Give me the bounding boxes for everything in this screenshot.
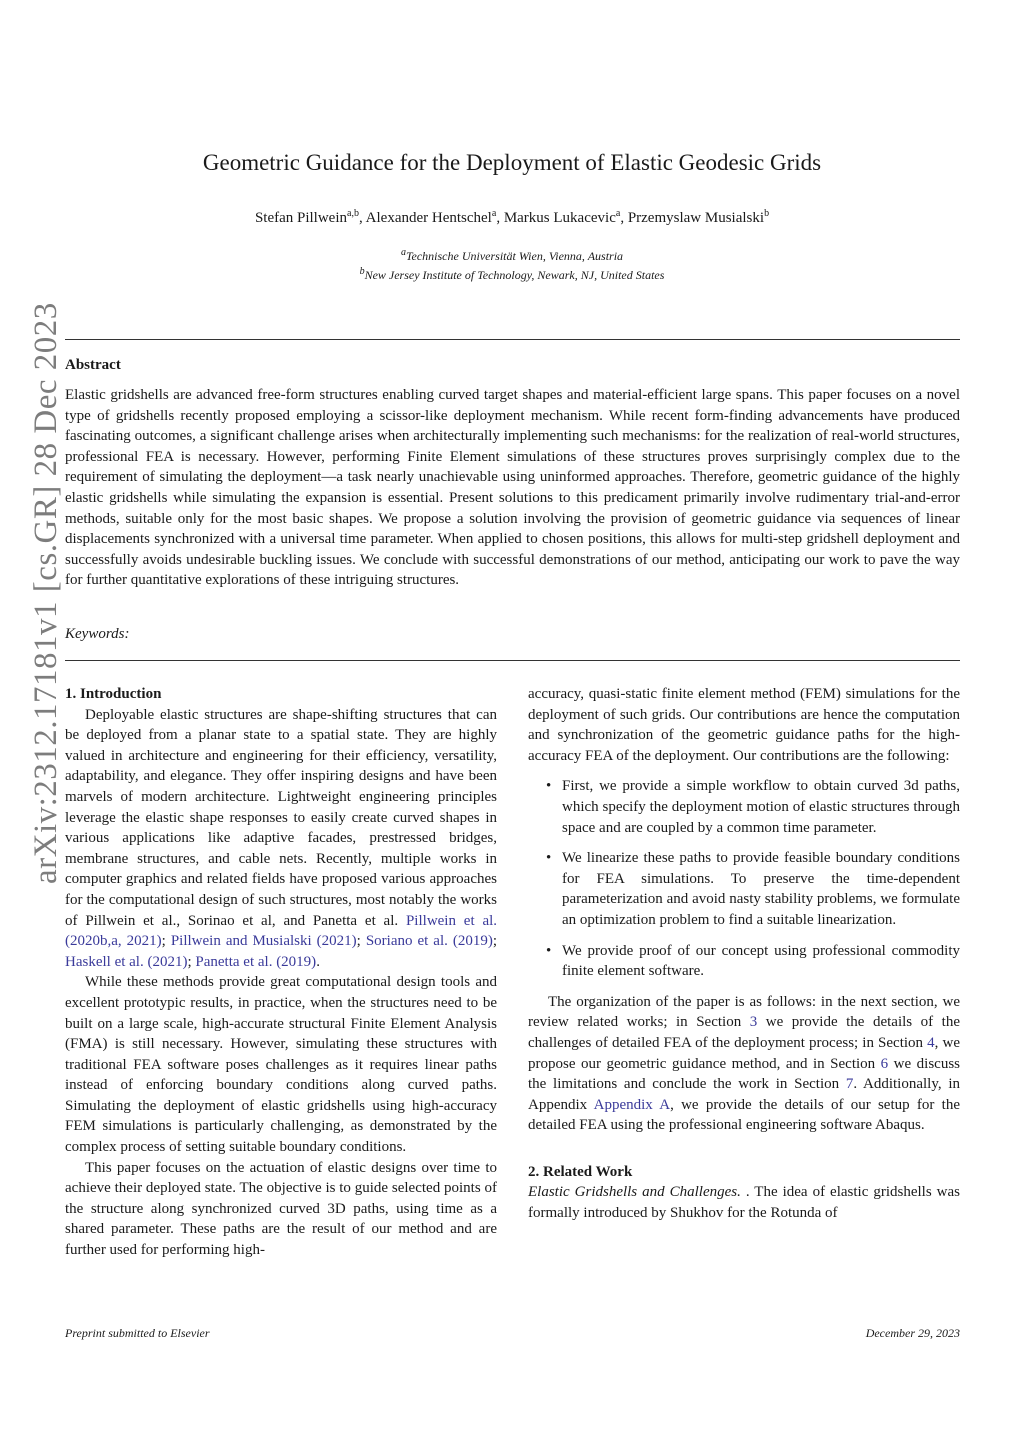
left-column [65,684,497,1261]
paragraph-text: we provide the details of the challenges of detailed FEA of the deployment process; in Section [528,1014,960,1051]
related-work-paragraph [528,1182,960,1223]
list-item-text: We provide proof of our concept using professional commodity finite element software. [562,942,960,980]
paragraph-text: we discuss the limitations and conclude the work in Section [528,1055,960,1093]
author-affiliation-mark: a,b [347,208,359,219]
footer-date: December 29, 2023 [865,1326,960,1340]
affiliation-mark: b [359,266,365,277]
section-link[interactable]: 7 [845,1076,854,1093]
abstract-text: Elastic gridshells are advanced free-form structures enabling curved target shapes and material-efficient large spans. This paper focuses on a novel type of gridshells recently proposed employing a scissor-like deployment mechanism. While recent form-finding advancements have produced fascinating outcomes, a significant challenge arises when architecturally implementing such mechanisms: for the realization of real-world structures, professional FEA is necessary. However, performing Finite Element simulations of these structures proves surprisingly complex due to the requirement of simulating the deployment—a task nearly unachievable using uninformed approaches. Therefore, geometric guidance of the highly elastic gridshells while simulating the expansion is essential. Present solutions to this predicament primarily involve rudimentary trial-and-error methods, suitable only for the most basic shapes. We propose a solution involving the provision of geometric guidance via sequences of linear displacements synchronized with a universal time parameter. When applied to chosen positions, this allows for multi-step gridshell deployment and successfully avoids undesirable buckling issues. We conclude with successful demonstrations of our method, anticipating our work to pave the way for further quantitative explorations of these intriguing structures. [65,387,960,589]
list-item [528,941,960,982]
paragraph-text: , we propose our geometric guidance method, and in Section [528,1034,960,1072]
citation-link[interactable]: Pillwein et al. (2020b,a, 2021) [65,912,498,950]
abstract-divider [65,660,960,661]
intro-paragraph-1: Deployable elastic structures are shape-shifting structures that can be deployed from a planar state to a spatial state. They are highly valued in architecture and engineering for their efficiency, versatility, adaptability, and elegance. They offer inspiring designs and have been marvels of modern architecture. Lightweight engineering principles leverage the elastic shape responses to easily create curved shapes in various applications like adaptive facades, prestressed bridges, membrane structures, and cable nets. Recently, multiple works in computer graphics and related fields have proposed various approaches for the computational design of such structures, most notably the works of Pillwein et al., Sorinao et al, and Panetta et al. Pillwein et al. (2020b,a, 2021); Pillwein and Musialski (2021); Soriano et al. (2019); Haskell et al. (2021); Panetta et al. (2019). [65,706,498,970]
citation-link[interactable]: Haskell et al. (2021) [65,953,188,970]
paragraph-text: The organization of the paper is as follows: in the next section, we review related works; in Section [528,993,960,1031]
section-heading-related-work: 2. Related Work [528,1163,633,1180]
list-item-text: First, we provide a simple workflow to obtain curved 3d paths, which specify the deployment motion of elastic structures through space and are coupled by a common time parameter. [562,778,960,836]
footer-preprint-note: Preprint submitted to Elsevier [65,1326,210,1340]
author-name: Alexander Hentschel [365,210,492,226]
arxiv-identifier: arXiv:2312.17181v1 [cs.GR] 28 Dec 2023 [28,302,64,884]
section-heading-introduction: 1. Introduction [65,686,162,702]
author-affiliation-mark: b [764,208,770,219]
paragraph-text: , we provide the details of our setup for the detailed FEA using the professional engineering software Abaqus. [528,1096,960,1134]
intro-paragraph-2: While these methods provide great computational design tools and excellent prototypic results, in practice, when the structures need to be built on a large scale, high-accurate structural Finite Element Analysis (FMA) is still necessary. However, simulating these structures with traditional FEA software poses challenges as it requires linear paths instead of enforcing boundary conditions along curved paths. Simulating the deployment of elastic gridshells using high-accuracy FEM simulations is particularly challenging, as demonstrated by the complex process of setting suitable boundary conditions. [65,974,497,1156]
citation-link[interactable]: Soriano et al. (2019) [365,933,493,950]
organization-paragraph [528,992,960,1136]
affiliation-mark: a [400,247,406,258]
author-list: Stefan Pillwein$^{a,b}$, Alexander Hentschel$^a$, Markus Lukacevic$^a$, Przemyslaw Musialski$^b$ [254,208,770,226]
intro-paragraph-3: This paper focuses on the actuation of elastic designs over time to achieve their deployed state. The objective is to guide selected points of the structure along synchronized curved 3D paths, using time as a shared parameter. These paths are the result of our method and are further used for performing high- [65,1159,497,1259]
intro-paragraph-3-continued: accuracy, quasi-static finite element method (FEM) simulations for the deployment of such grids. Our contributions are hence the computation and synchronization of the geometric guidance paths for the high-accuracy FEA of the deployment. Our contributions are the following: [528,686,960,764]
paper-title: Geometric Guidance for the Deployment of Elastic Geodesic Grids [202,150,822,175]
section-link[interactable]: 6 [880,1055,889,1072]
abstract-heading: Abstract [65,357,121,373]
bullet-icon: • [546,778,552,795]
list-item [528,776,960,838]
affiliations [0,245,1024,283]
paragraph-text: . The idea of elastic gridshells was formally introduced by Shukhov for the Rotunda of [528,1184,960,1222]
author-name: Przemyslaw Musialski [627,210,765,226]
subsection-title: Elastic Gridshells and Challenges. [528,1184,741,1201]
appendix-link[interactable]: Appendix A [593,1096,671,1113]
affiliation-text: New Jersey Institute of Technology, Newark, NJ, United States [364,268,665,282]
citation-link[interactable]: Panetta et al. (2019) [195,953,317,970]
author-affiliation-mark: a [491,208,497,219]
author-name: Markus Lukacevic [503,210,616,226]
right-column [528,684,960,1224]
paragraph-text: . Additionally, in Appendix [528,1076,960,1113]
affiliation-text: Technische Universität Wien, Vienna, Austria [405,249,624,263]
contribution-list [528,776,960,981]
top-divider [65,339,960,340]
bullet-icon: • [546,850,552,867]
author-name: Stefan Pillwein [254,210,348,226]
section-link[interactable]: 4 [927,1034,935,1051]
citation-link[interactable]: Pillwein and Musialski (2021) [170,933,357,950]
paragraph-text: Deployable elastic structures are shape-shifting structures that can be deployed from a planar state to a spatial state. They are highly valued in architecture and engineering for their efficiency, versatility, adaptability, and elegance. They offer inspiring designs and have been marvels of modern architecture. Lightweight engineering principles leverage the elastic shape responses to easily create curved shapes in various applications like adaptive facades, prestressed bridges, membrane structures, and cable nets. Recently, multiple works in computer graphics and related fields have proposed various approaches for the computational design of such structures, most notably the works of Pillwein et al., Sorinao et al, and Panetta et al. [65,706,497,929]
list-item-text: We linearize these paths to provide feasible boundary conditions for FEA simulations. To preserve the time-dependent parameterization and avoid nasty stability problems, we formulate an optimization problem to find a suitable linearization. [562,850,960,928]
affiliation [0,264,1024,283]
affiliation [0,245,1024,264]
bullet-icon: • [546,942,552,959]
list-item [528,848,960,930]
section-link[interactable]: 3 [749,1014,758,1031]
keywords-label: Keywords: [65,626,130,642]
author-affiliation-mark: a [615,208,621,219]
